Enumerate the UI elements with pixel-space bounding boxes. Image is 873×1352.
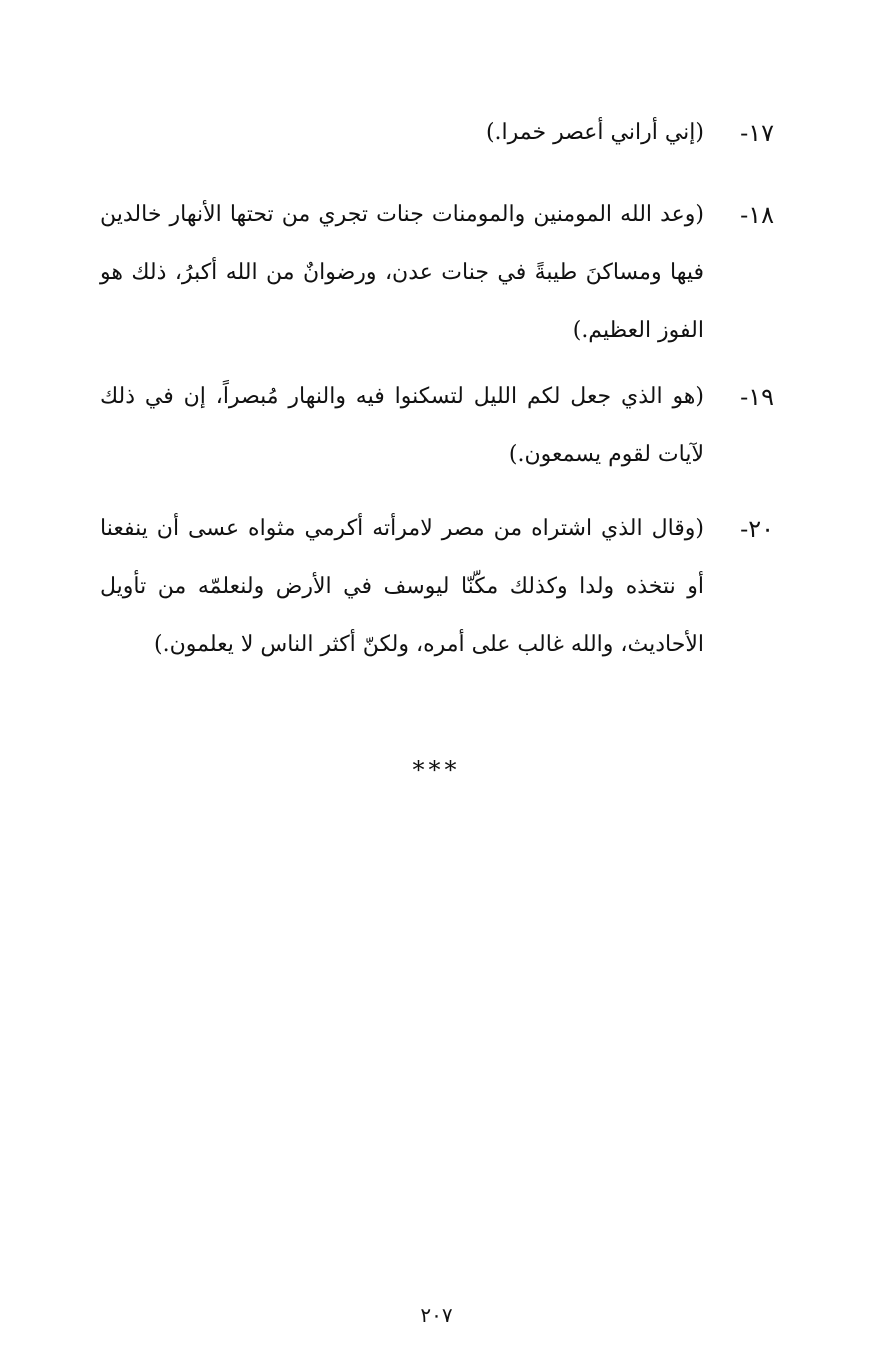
entry-17 [100, 104, 774, 162]
entry-text: (إني أراني أعصر خمرا.) [485, 120, 704, 145]
entry-18 [100, 186, 774, 360]
entry-20 [100, 500, 774, 674]
entry-text: (وعد الله المومنين والمومنات جنات تجري من تحتها الأنهار خالدين فيها ومساكنَ طيبةً في جنات عدن، ورضوانٌ من الله أكبرُ، ذلك هو الفوز العظيم.) [100, 202, 704, 343]
entry-number: ١٨- [740, 201, 774, 229]
page-number: ٢٠٧ [420, 1303, 453, 1327]
section-separator: *** [412, 756, 461, 784]
entry-text: (وقال الذي اشتراه من مصر لامرأته أكرمي مثواه عسى أن ينفعنا أو نتخذه ولدا وكذلك مكّنّا ليوسف في الأرض ولنعلمّه من تأويل الأحاديث، والله غالب على أمره، ولكنّ أكثر الناس لا يعلمون.) [100, 516, 704, 657]
entry-number: ١٩- [740, 383, 774, 411]
entry-19 [100, 368, 774, 484]
entry-number: ١٧- [740, 119, 774, 147]
entry-number: ٢٠- [740, 515, 774, 543]
entry-text: (هو الذي جعل لكم الليل لتسكنوا فيه والنهار مُبصراً، إن في ذلك لآيات لقوم يسمعون.) [100, 384, 704, 467]
